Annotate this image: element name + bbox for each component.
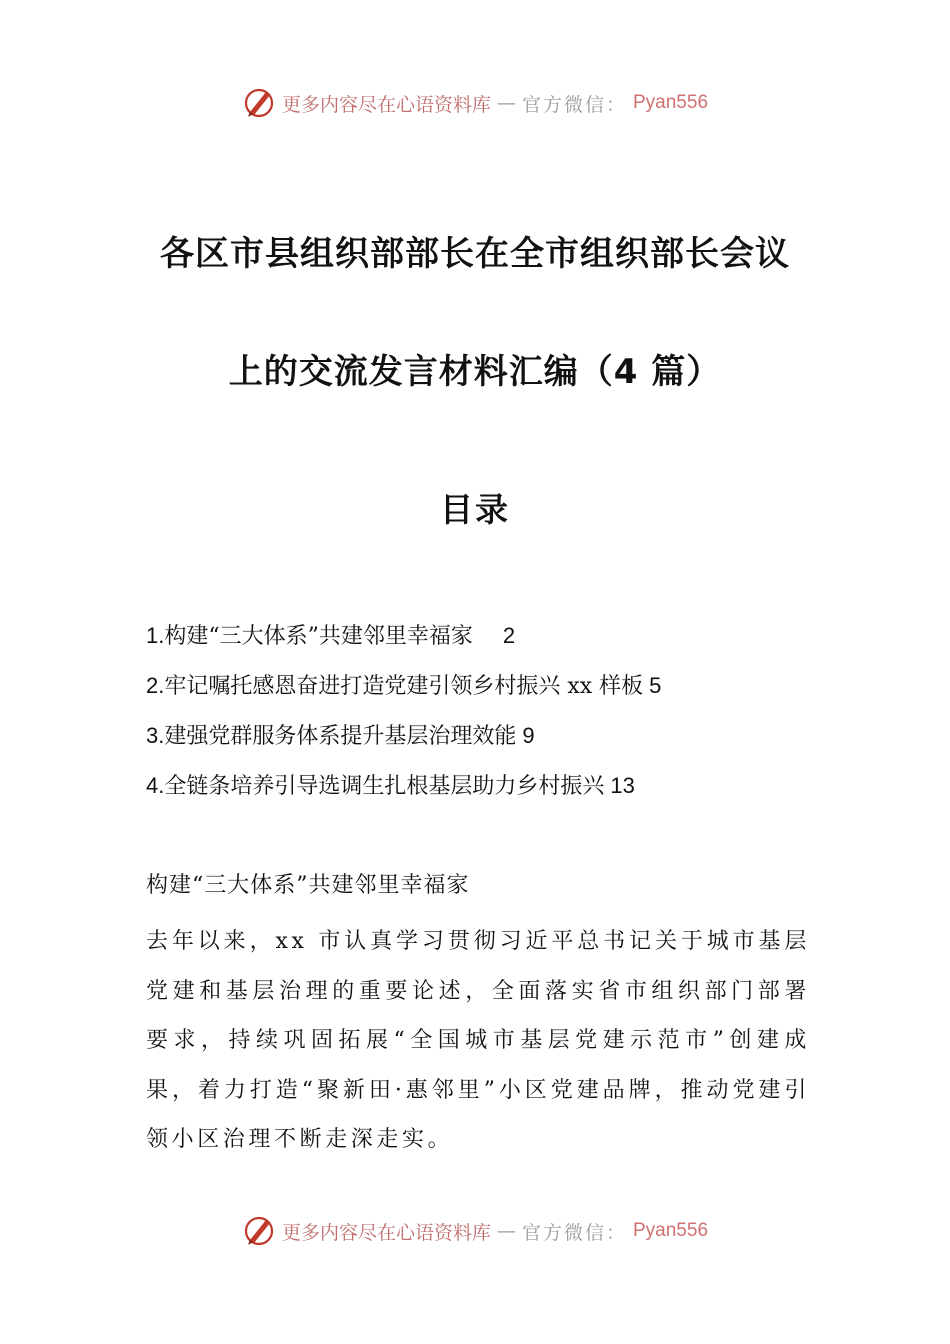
toc-item-number: 2.: [146, 673, 165, 698]
toc-item-number: 4.: [146, 773, 165, 798]
table-of-contents: [146, 618, 826, 818]
toc-item-page: 13: [610, 773, 635, 798]
watermark-wechat-id: Pyan556: [633, 1220, 709, 1241]
toc-item-page: 2: [502, 623, 516, 648]
pen-circle-logo-icon: [242, 1214, 276, 1248]
toc-item-page: 9: [522, 723, 535, 748]
toc-item-text: 全链条培养引导选调生扎根基层助力乡村振兴: [164, 774, 605, 799]
toc-item-text: 牢记嘱托感恩奋进打造党建引领乡村振兴 xx 样板: [164, 674, 644, 699]
toc-item-number: 1.: [146, 623, 165, 648]
toc-heading: 目录: [440, 490, 510, 529]
toc-item-2[interactable]: [146, 668, 826, 718]
watermark-wechat-label: 官方微信：: [521, 1221, 627, 1244]
watermark-wechat-id: Pyan556: [633, 92, 709, 113]
body-paragraph: 去年以来，xx 市认真学习贯彻习近平总书记关于城市基层党建和基层治理的重要论述，全面落实省市组织部门部署要求，持续巩固拓展“全国城市基层党建示范市”创建成果，着力打造“聚新田·惠邻里”小区党建品牌，推动党建引领小区治理不断走深走实。: [146, 929, 810, 1152]
toc-item-number: 3.: [146, 723, 165, 748]
pen-circle-logo-icon: [242, 86, 276, 120]
watermark-header: [0, 86, 950, 120]
toc-item-4[interactable]: [146, 768, 826, 818]
section-title: 构建“三大体系”共建邻里幸福家: [146, 873, 470, 898]
document-title-line-2: 上的交流发言材料汇编（4 篇）: [228, 352, 722, 392]
toc-item-1[interactable]: [146, 618, 826, 668]
watermark-footer: [0, 1214, 950, 1248]
toc-item-text: 构建“三大体系”共建邻里幸福家: [164, 624, 473, 649]
watermark-main-text: 更多内容尽在心语资料库: [281, 1221, 491, 1244]
toc-item-3[interactable]: [146, 718, 826, 768]
watermark-dash: —: [496, 1220, 516, 1242]
watermark-dash: —: [496, 92, 516, 114]
document-title-line-1: 各区市县组织部部长在全市组织部长会议: [160, 234, 790, 274]
toc-item-text: 建强党群服务体系提升基层治理效能: [164, 724, 517, 749]
watermark-wechat-label: 官方微信：: [521, 93, 627, 116]
watermark-main-text: 更多内容尽在心语资料库: [281, 93, 491, 116]
toc-item-page: 5: [649, 673, 662, 698]
